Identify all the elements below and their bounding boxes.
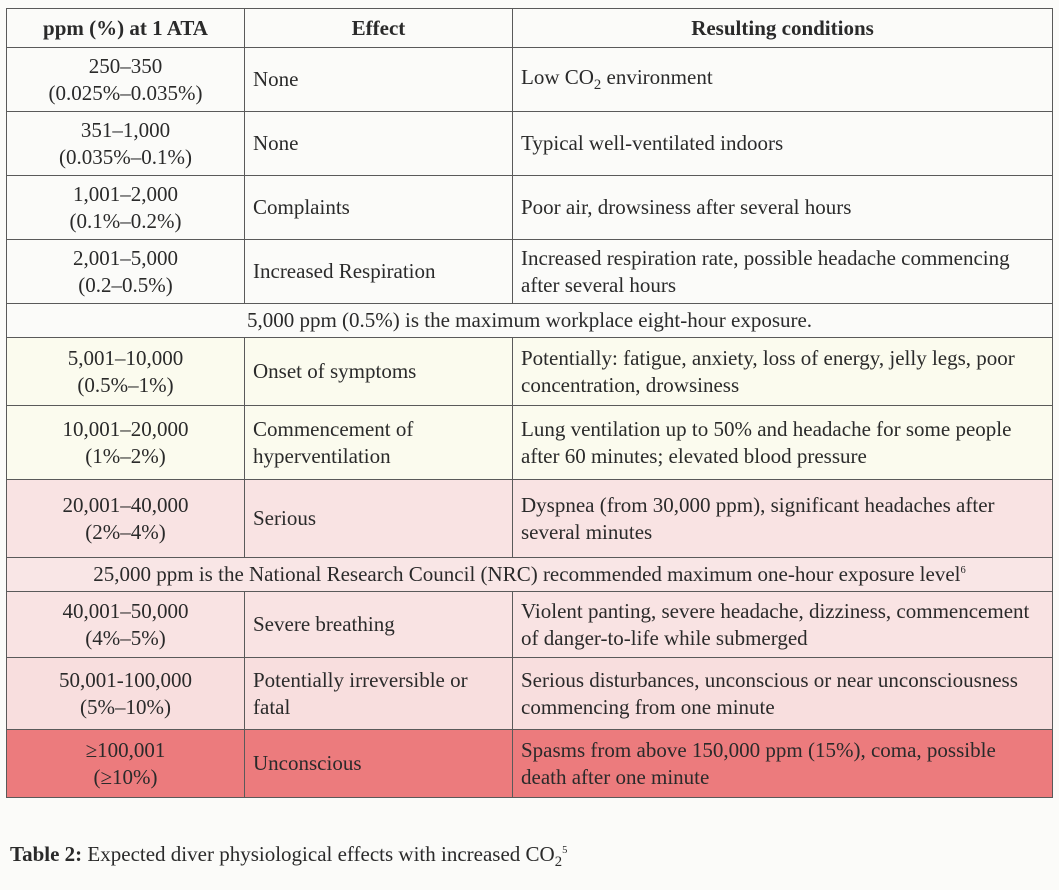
ppm-range: 2,001–5,000 (73, 246, 178, 271)
caption-ref: 5 (562, 845, 568, 856)
caption-co2-subscript: 2 (554, 854, 563, 871)
effect-cell: Severe breathing (245, 592, 513, 658)
ppm-range: 20,001–40,000 (62, 493, 189, 518)
conditions-text-post: environment (601, 65, 713, 90)
workplace-note-row (7, 304, 1053, 338)
ppm-cell (7, 730, 245, 798)
conditions-cell: Spasms from above 150,000 ppm (15%), coma, possible death after one minute (513, 730, 1053, 798)
table-row (7, 176, 1053, 240)
co2-subscript: 2 (593, 77, 602, 94)
conditions-cell: Dyspnea (from 30,000 ppm), significant headaches after several minutes (513, 480, 1053, 558)
conditions-cell: Lung ventilation up to 50% and headache for some people after 60 minutes; elevated blood pressure (513, 406, 1053, 480)
conditions-text: Low CO (521, 65, 594, 90)
ppm-range: 10,001–20,000 (62, 417, 189, 442)
effect-cell: None (245, 112, 513, 176)
ppm-range: 1,001–2,000 (73, 182, 178, 207)
effect-cell: Complaints (245, 176, 513, 240)
nrc-note-row (7, 558, 1053, 592)
header-ppm: ppm (%) at 1 ATA (7, 9, 245, 48)
conditions-cell: Typical well-ventilated indoors (513, 112, 1053, 176)
ppm-cell (7, 592, 245, 658)
table-row (7, 592, 1053, 658)
ppm-cell (7, 480, 245, 558)
ppm-cell (7, 48, 245, 112)
conditions-cell: Serious disturbances, unconscious or near unconsciousness commencing from one minute (513, 658, 1053, 730)
header-effect: Effect (245, 9, 513, 48)
effect-cell: Onset of symptoms (245, 338, 513, 406)
ppm-percent: (0.1%–0.2%) (69, 208, 182, 233)
nrc-note (7, 558, 1053, 592)
co2-effects-table (6, 8, 1053, 798)
ppm-range: 40,001–50,000 (62, 599, 189, 624)
table-caption (10, 842, 567, 871)
conditions-cell: Poor air, drowsiness after several hours (513, 176, 1053, 240)
workplace-note: 5,000 ppm (0.5%) is the maximum workplace eight-hour exposure. (7, 304, 1053, 338)
ppm-percent: (0.035%–0.1%) (59, 144, 192, 169)
ppm-cell (7, 112, 245, 176)
table-row (7, 730, 1053, 798)
ppm-percent: (2%–4%) (85, 519, 166, 544)
ppm-cell (7, 406, 245, 480)
effect-cell: Potentially irreversible or fatal (245, 658, 513, 730)
ppm-percent: (≥10%) (93, 764, 158, 789)
ppm-percent: (0.2–0.5%) (78, 272, 173, 297)
conditions-cell: Violent panting, severe headache, dizziness, commencement of danger-to-life while submerged (513, 592, 1053, 658)
ppm-percent: (5%–10%) (80, 694, 171, 719)
conditions-cell: Potentially: fatigue, anxiety, loss of energy, jelly legs, poor concentration, drowsiness (513, 338, 1053, 406)
conditions-cell: Increased respiration rate, possible headache commencing after several hours (513, 240, 1053, 304)
effect-cell: Unconscious (245, 730, 513, 798)
caption-label: Table 2: (10, 842, 83, 866)
effect-cell: Commencement of hyperventilation (245, 406, 513, 480)
ppm-range: 351–1,000 (80, 118, 171, 143)
ppm-cell (7, 176, 245, 240)
effect-cell: None (245, 48, 513, 112)
ppm-percent: (4%–5%) (85, 625, 166, 650)
table-row (7, 338, 1053, 406)
table-row (7, 240, 1053, 304)
ppm-range: 250–350 (88, 54, 163, 79)
ppm-range: 50,001-100,000 (59, 668, 192, 693)
ppm-cell (7, 338, 245, 406)
ppm-range: ≥100,001 (85, 738, 166, 763)
table-row (7, 658, 1053, 730)
ppm-range: 5,001–10,000 (67, 346, 184, 371)
ppm-cell (7, 658, 245, 730)
table-header-row (7, 9, 1053, 48)
header-conditions: Resulting conditions (513, 9, 1053, 48)
table-row (7, 112, 1053, 176)
effect-cell: Increased Respiration (245, 240, 513, 304)
table-row (7, 480, 1053, 558)
conditions-cell (513, 48, 1053, 112)
caption-text: Expected diver physiological effects with increased CO (82, 842, 555, 866)
table-row (7, 406, 1053, 480)
ppm-percent: (0.025%–0.035%) (48, 80, 203, 105)
ppm-cell (7, 240, 245, 304)
table-row (7, 48, 1053, 112)
nrc-note-ref: 6 (960, 565, 966, 577)
nrc-note-text: 25,000 ppm is the National Research Council (NRC) recommended maximum one-hour exposure level (93, 562, 961, 587)
ppm-percent: (0.5%–1%) (77, 372, 174, 397)
effect-cell: Serious (245, 480, 513, 558)
ppm-percent: (1%–2%) (85, 443, 166, 468)
